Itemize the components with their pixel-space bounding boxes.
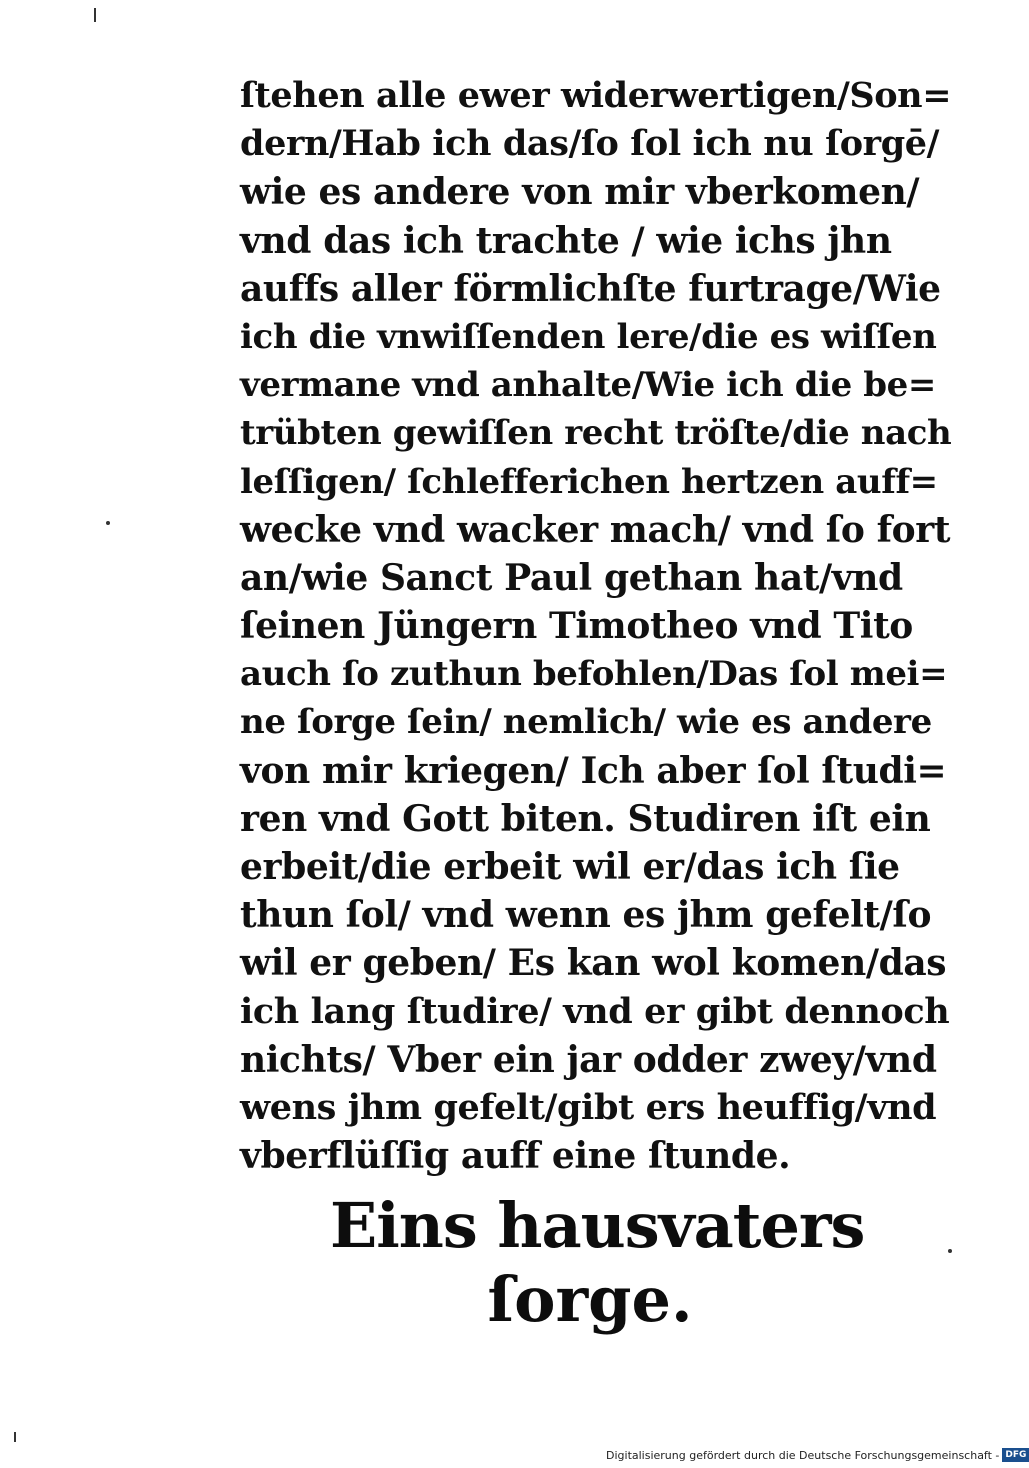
text-line: wil er geben/ Es kan wol komen/das bbox=[240, 942, 947, 985]
text-line: erbeit/die erbeit wil er/das ich ſie bbox=[240, 846, 900, 888]
section-heading bbox=[330, 1188, 865, 1336]
text-line: ſeinen Jüngern Timotheo vnd Tito bbox=[240, 605, 913, 648]
text-line: ſtehen alle ewer widerwertigen/Son= bbox=[240, 75, 952, 116]
text-line: vnd das ich trachte / wie ichs jhn bbox=[240, 219, 892, 262]
body-text bbox=[240, 72, 952, 1180]
scan-speck bbox=[948, 1249, 952, 1253]
text-line: ich die vnwiſſenden lere/die es wiſſen bbox=[240, 316, 937, 357]
text-line: von mir kriegen/ Ich aber ſol ſtudi= bbox=[240, 749, 947, 792]
heading-line-2: ſorge. bbox=[487, 1263, 693, 1336]
heading-line-1: Eins hausvaters bbox=[330, 1189, 865, 1262]
text-line: vberflüſſig auff eine ſtunde. bbox=[240, 1135, 791, 1178]
text-line: dern/Hab ich das/ſo ſol ich nu ſorgē/ bbox=[240, 123, 940, 165]
text-line: wecke vnd wacker mach/ vnd ſo fort bbox=[240, 508, 951, 551]
text-line: wie es andere von mir vberkomen/ bbox=[240, 171, 920, 214]
text-line: vermane vnd anhalte/Wie ich die be= bbox=[240, 365, 936, 406]
text-line: thun ſol/ vnd wenn es jhm gefelt/ſo bbox=[240, 894, 932, 937]
text-line: an/wie Sanct Paul gethan hat/vnd bbox=[240, 556, 903, 599]
text-line: auffs aller förmlichſte furtrage/Wie bbox=[240, 267, 941, 310]
scan-speck bbox=[106, 521, 110, 525]
text-line: auch ſo zuthun befohlen/Das ſol mei= bbox=[240, 654, 948, 695]
text-line: wens jhm gefelt/gibt ers heuffig/vnd bbox=[240, 1086, 937, 1128]
text-line: ren vnd Gott biten. Studiren iſt ein bbox=[240, 797, 931, 840]
footer-credit-text: Digitalisierung gefördert durch die Deutsche Forschungsgemeinschaft - bbox=[606, 1448, 1000, 1462]
text-line: ich lang ſtudire/ vnd er gibt dennoch bbox=[240, 990, 950, 1032]
digitization-footer bbox=[606, 1448, 1029, 1462]
text-line: ne ſorge ſein/ nemlich/ wie es andere bbox=[240, 702, 932, 743]
scan-speck bbox=[94, 8, 96, 22]
text-line: trübten gewiſſen recht tröſte/die nach bbox=[240, 413, 952, 454]
text-line: leſſigen/ ſchlefferichen hertzen auff= bbox=[240, 461, 938, 502]
dfg-logo-icon: DFG bbox=[1002, 1448, 1029, 1462]
scan-speck bbox=[14, 1432, 16, 1442]
text-line: nichts/ Vber ein jar odder zwey/vnd bbox=[240, 1038, 937, 1081]
